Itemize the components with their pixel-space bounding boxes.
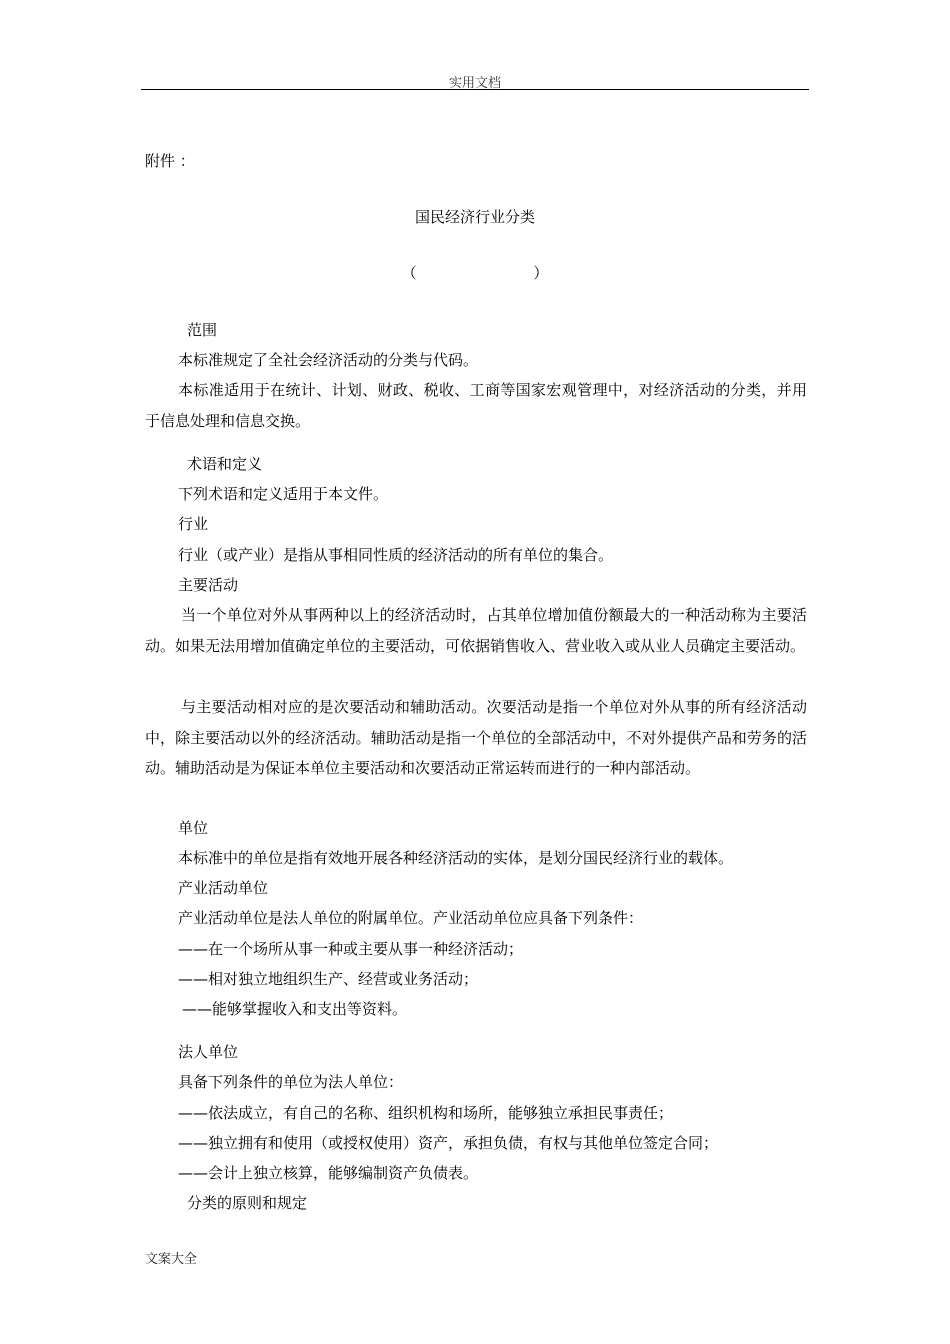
definition-main-activity-1: 当一个单位对外从事两种以上的经济活动时，占其单位增加值份额最大的一种活动称为主要活动。如果无法用增加值确定单位的主要活动，可依据销售收入、营业收入或从业人员确定主要活动。	[145, 606, 807, 655]
definition-industry: 行业（或产业）是指从事相同性质的经济活动的所有单位的集合。	[178, 546, 614, 564]
terms-intro: 下列术语和定义适用于本文件。	[178, 485, 389, 503]
header-rule	[141, 89, 809, 90]
term-main-activity: 主要活动	[178, 576, 239, 594]
legal-unit-condition-2: ——独立拥有和使用（或授权使用）资产，承担负债，有权与其他单位签定合同；	[178, 1134, 719, 1152]
term-industry: 行业	[178, 515, 209, 533]
definition-legal-unit: 具备下列条件的单位为法人单位：	[178, 1073, 404, 1091]
section-heading-terms: 术语和定义	[187, 455, 263, 473]
scope-paragraph-1: 本标准规定了全社会经济活动的分类与代码。	[178, 351, 479, 369]
legal-unit-condition-1: ——依法成立，有自己的名称、组织机构和场所，能够独立承担民事责任；	[178, 1104, 674, 1122]
section-heading-principles: 分类的原则和规定	[187, 1194, 308, 1212]
establishment-condition-1: ——在一个场所从事一种或主要从事一种经济活动；	[178, 940, 524, 958]
establishment-condition-3: ——能够掌握收入和支出等资料。	[182, 1000, 408, 1018]
term-unit: 单位	[178, 819, 209, 837]
establishment-condition-2: ——相对独立地组织生产、经营或业务活动；	[178, 970, 479, 988]
definition-main-activity-2: 与主要活动相对应的是次要活动和辅助活动。次要活动是指一个单位对外从事的所有经济活动中，除主要活动以外的经济活动。辅助活动是指一个单位的全部活动中，不对外提供产品和劳务的活动。辅助活动是为保证本单位主要活动和次要活动正常运转而进行的一种内部活动。	[145, 698, 807, 777]
legal-unit-condition-3: ——会计上独立核算，能够编制资产负债表。	[178, 1164, 479, 1182]
page-header: 实用文档	[448, 76, 501, 91]
scope-paragraph-2: 本标准适用于在统计、计划、财政、税收、工商等国家宏观管理中，对经济活动的分类，并用于信息处理和信息交换。	[145, 381, 807, 430]
term-legal-unit: 法人单位	[178, 1043, 239, 1061]
definition-unit: 本标准中的单位是指有效地开展各种经济活动的实体，是划分国民经济行业的载体。	[178, 849, 734, 867]
section-heading-scope: 范围	[187, 321, 218, 339]
term-establishment: 产业活动单位	[178, 879, 269, 897]
document-subtitle: （ ）	[401, 264, 549, 282]
attachment-label: 附件 ：	[145, 152, 195, 170]
document-title: 国民经济行业分类	[414, 208, 535, 226]
definition-establishment: 产业活动单位是法人单位的附属单位。产业活动单位应具备下列条件：	[178, 909, 644, 927]
page-footer: 文案大全	[145, 1252, 198, 1267]
